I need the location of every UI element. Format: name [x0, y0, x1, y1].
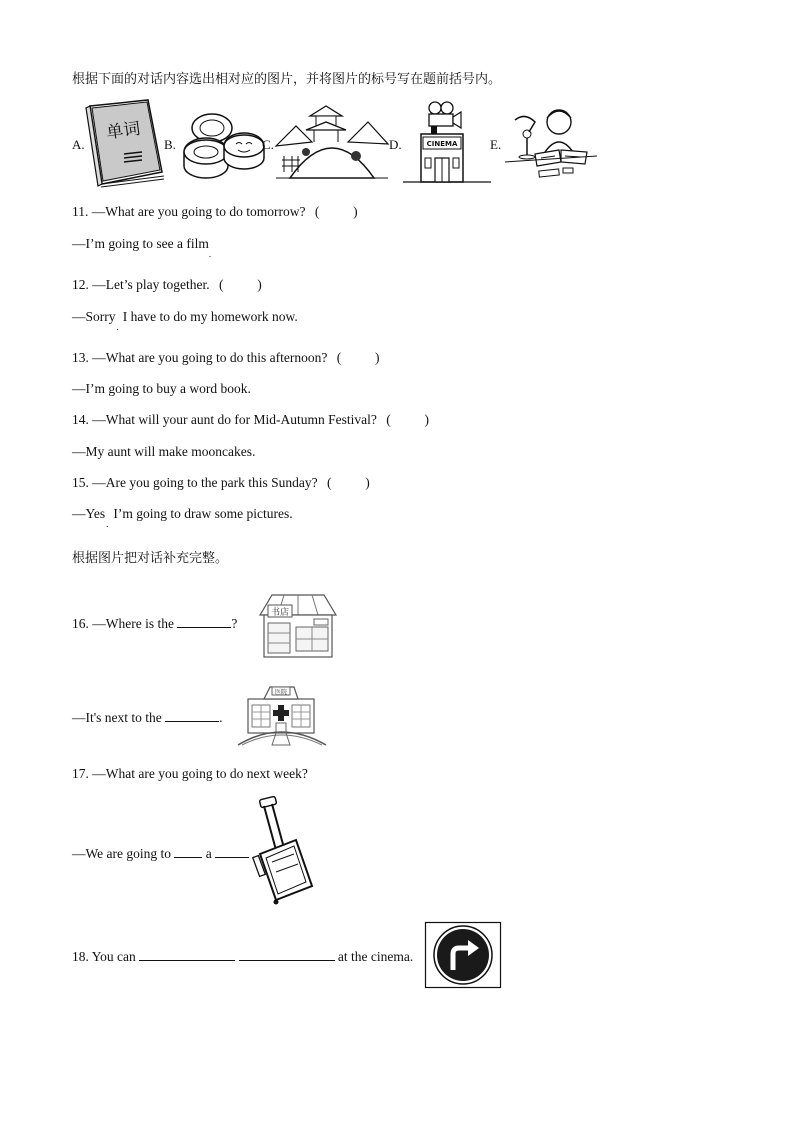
question-17-blank-2[interactable]	[215, 845, 249, 858]
option-b-label: B.	[164, 137, 176, 152]
park-pavilion-icon	[276, 102, 388, 180]
section1-instruction: 根据下面的对话内容选出相对应的图片，并将图片的标号写在题前括号内。	[72, 72, 502, 87]
question-14	[72, 412, 429, 428]
question-18	[72, 948, 413, 965]
boy-doing-homework-icon	[505, 104, 597, 180]
option-a-label: A.	[72, 137, 85, 152]
question-18-tail: at the cinema.	[337, 949, 414, 964]
answer-15	[72, 506, 293, 529]
question-15-paren[interactable]: ( )	[326, 475, 370, 490]
answer-12-text: —Sorry	[72, 309, 116, 324]
mooncakes-icon	[180, 110, 264, 180]
book-cover-text: 单词	[105, 118, 142, 144]
question-12	[72, 277, 262, 293]
question-16-text: 16. —Where is the	[72, 616, 174, 631]
question-18-blank-1[interactable]	[139, 948, 235, 961]
question-16-blank-1[interactable]	[177, 615, 231, 628]
answer-11-dot: .	[208, 249, 212, 259]
answer-12-dot: .	[116, 322, 119, 332]
answer-15-dot: .	[106, 519, 109, 529]
question-13-paren[interactable]: ( )	[336, 350, 380, 365]
question-16-line2	[72, 709, 223, 726]
question-15	[72, 475, 370, 491]
answer-15-text-2: I’m going to draw some pictures.	[113, 506, 293, 521]
question-18-text: 18. You can	[72, 949, 136, 964]
question-18-blank-2[interactable]	[239, 948, 335, 961]
section2-instruction: 根据图片把对话补充完整。	[72, 551, 229, 566]
question-16-blank-2[interactable]	[165, 709, 219, 722]
question-11	[72, 204, 358, 220]
hospital-icon	[236, 681, 328, 747]
question-16-qmark: ?	[231, 616, 238, 631]
question-17-line2	[72, 845, 249, 862]
answer-17-text: —We are going to	[72, 846, 172, 861]
option-d-label: D.	[389, 137, 402, 152]
question-16-line1	[72, 615, 237, 632]
answer-11	[72, 236, 212, 259]
answer-16-text: —It's next to the	[72, 710, 162, 725]
option-e-label: E.	[490, 137, 502, 152]
question-13	[72, 350, 379, 366]
question-17: 17. —What are you going to do next week?	[72, 766, 308, 781]
question-11-text: 11. —What are you going to do tomorrow?	[72, 204, 306, 219]
answer-16-period: .	[219, 710, 223, 725]
option-c-label: C.	[262, 137, 274, 152]
question-11-paren[interactable]: ( )	[314, 204, 358, 219]
cinema-sign-text: CINEMA	[426, 140, 458, 148]
suitcase-icon	[256, 796, 314, 906]
word-book-icon	[84, 98, 166, 188]
question-17-blank-1[interactable]	[174, 845, 202, 858]
question-15-text: 15. —Are you going to the park this Sunday?	[72, 475, 318, 490]
answer-14: —My aunt will make mooncakes.	[72, 444, 256, 459]
turn-right-sign-icon	[425, 922, 501, 988]
question-14-paren[interactable]: ( )	[386, 412, 429, 427]
answer-12	[72, 309, 298, 332]
question-12-paren[interactable]: ( )	[218, 277, 262, 292]
bookstore-icon	[258, 593, 338, 659]
answer-17-article: a	[205, 846, 212, 861]
bookstore-sign-text: 书店	[270, 608, 290, 618]
hospital-sign-text: 医院	[274, 689, 288, 696]
answer-13: —I’m going to buy a word book.	[72, 381, 251, 396]
cinema-building-icon	[403, 100, 491, 184]
answer-11-text: —I’m going to see a film	[72, 236, 209, 251]
question-14-text: 14. —What will your aunt do for Mid-Autumn Festival?	[72, 412, 377, 427]
question-13-text: 13. —What are you going to do this afternoon?	[72, 350, 328, 365]
question-12-text: 12. —Let’s play together.	[72, 277, 210, 292]
answer-12-text-2: I have to do my homework now.	[122, 309, 298, 324]
answer-15-text: —Yes	[72, 506, 106, 521]
